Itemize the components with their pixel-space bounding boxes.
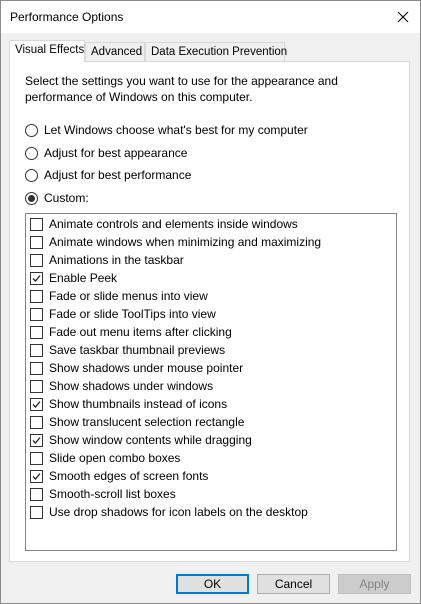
- effect-label: Show window contents while dragging: [49, 433, 252, 447]
- effect-label: Smooth-scroll list boxes: [49, 487, 176, 501]
- checkbox[interactable]: [30, 344, 43, 357]
- radio-label: Custom:: [44, 191, 89, 205]
- effect-window-contents-dragging[interactable]: [30, 432, 252, 448]
- tab-label: Visual Effects: [15, 44, 85, 56]
- tab-advanced[interactable]: [85, 42, 145, 61]
- checkbox[interactable]: [30, 506, 43, 519]
- effect-mouse-pointer-shadows[interactable]: [30, 360, 243, 376]
- effect-label: Enable Peek: [49, 271, 118, 285]
- effect-label: Slide open combo boxes: [49, 451, 181, 465]
- effect-label: Show translucent selection rectangle: [49, 415, 245, 429]
- cancel-button[interactable]: Cancel: [257, 574, 330, 594]
- effect-label: Animate windows when minimizing and maximizing: [49, 235, 322, 249]
- effect-show-thumbnails[interactable]: [30, 396, 227, 412]
- effect-translucent-selection[interactable]: [30, 414, 244, 430]
- effect-enable-peek[interactable]: [30, 270, 117, 286]
- radio-best-appearance[interactable]: [25, 145, 187, 161]
- effect-animate-windows[interactable]: [30, 234, 321, 250]
- effect-label: Use drop shadows for icon labels on the desktop: [49, 505, 308, 519]
- radio-label: Adjust for best performance: [44, 168, 192, 182]
- checkbox[interactable]: [30, 416, 43, 429]
- effect-slide-combo-boxes[interactable]: [30, 450, 180, 466]
- effect-fade-tooltips[interactable]: [30, 306, 216, 322]
- description-text: [25, 73, 355, 105]
- radio-button[interactable]: [25, 124, 38, 137]
- effect-label: Animations in the taskbar: [49, 253, 184, 267]
- radio-label: Adjust for best appearance: [44, 146, 188, 160]
- description-line: performance of Windows on this computer.: [25, 90, 253, 104]
- tab-data-execution-prevention[interactable]: [145, 42, 288, 61]
- checkbox[interactable]: [30, 380, 43, 393]
- effect-taskbar-animations[interactable]: [30, 252, 184, 268]
- checkmark-icon: [32, 472, 41, 481]
- radio-label: Let Windows choose what's best for my computer: [44, 123, 308, 137]
- effect-label: Smooth edges of screen fonts: [49, 469, 209, 483]
- effect-icon-label-shadows[interactable]: [30, 504, 308, 520]
- description-line: Select the settings you want to use for the appearance and: [25, 74, 338, 88]
- effect-smooth-font-edges[interactable]: [30, 468, 208, 484]
- effect-smooth-scroll-list-boxes[interactable]: [30, 486, 176, 502]
- effect-label: Fade or slide ToolTips into view: [49, 307, 216, 321]
- tab-label: Advanced: [91, 46, 143, 58]
- radio-best-performance[interactable]: [25, 167, 191, 183]
- tab-label: Data Execution Prevention: [151, 46, 288, 58]
- effect-fade-menu-items[interactable]: [30, 324, 232, 340]
- checkbox[interactable]: [30, 488, 43, 501]
- checkbox-checked[interactable]: [30, 272, 43, 285]
- radio-button[interactable]: [25, 147, 38, 160]
- checkmark-icon: [32, 400, 41, 409]
- checkbox[interactable]: [30, 362, 43, 375]
- effect-save-thumbnail-previews[interactable]: [30, 342, 225, 358]
- radio-let-windows-choose[interactable]: [25, 122, 308, 138]
- checkbox-checked[interactable]: [30, 398, 43, 411]
- radio-button[interactable]: [25, 169, 38, 182]
- checkbox-checked[interactable]: [30, 434, 43, 447]
- effect-label: Animate controls and elements inside windows: [49, 217, 298, 231]
- checkbox[interactable]: [30, 326, 43, 339]
- effect-animate-controls[interactable]: [30, 216, 298, 232]
- effect-label: Fade out menu items after clicking: [49, 325, 232, 339]
- checkmark-icon: [32, 436, 41, 445]
- ok-button[interactable]: OK: [176, 574, 249, 594]
- close-button[interactable]: [386, 1, 420, 33]
- effect-label: Save taskbar thumbnail previews: [49, 343, 226, 357]
- checkbox[interactable]: [30, 236, 43, 249]
- checkbox[interactable]: [30, 254, 43, 267]
- checkbox[interactable]: [30, 218, 43, 231]
- effect-label: Show thumbnails instead of icons: [49, 397, 228, 411]
- effect-window-shadows[interactable]: [30, 378, 213, 394]
- tab-visual-effects[interactable]: [9, 40, 85, 62]
- effect-label: Show shadows under windows: [49, 379, 214, 393]
- checkbox-checked[interactable]: [30, 470, 43, 483]
- checkbox[interactable]: [30, 452, 43, 465]
- radio-custom[interactable]: [25, 190, 89, 206]
- checkmark-icon: [32, 274, 41, 283]
- radio-button-selected[interactable]: [25, 192, 38, 205]
- close-icon: [397, 11, 409, 23]
- window-title: Performance Options: [10, 10, 124, 24]
- visual-effects-list[interactable]: [25, 213, 397, 551]
- checkbox[interactable]: [30, 290, 43, 303]
- title-bar: [1, 1, 420, 33]
- effect-fade-menus[interactable]: [30, 288, 208, 304]
- effect-label: Show shadows under mouse pointer: [49, 361, 244, 375]
- effect-label: Fade or slide menus into view: [49, 289, 208, 303]
- checkbox[interactable]: [30, 308, 43, 321]
- visual-effects-panel: [9, 61, 410, 562]
- apply-button[interactable]: Apply: [338, 574, 411, 594]
